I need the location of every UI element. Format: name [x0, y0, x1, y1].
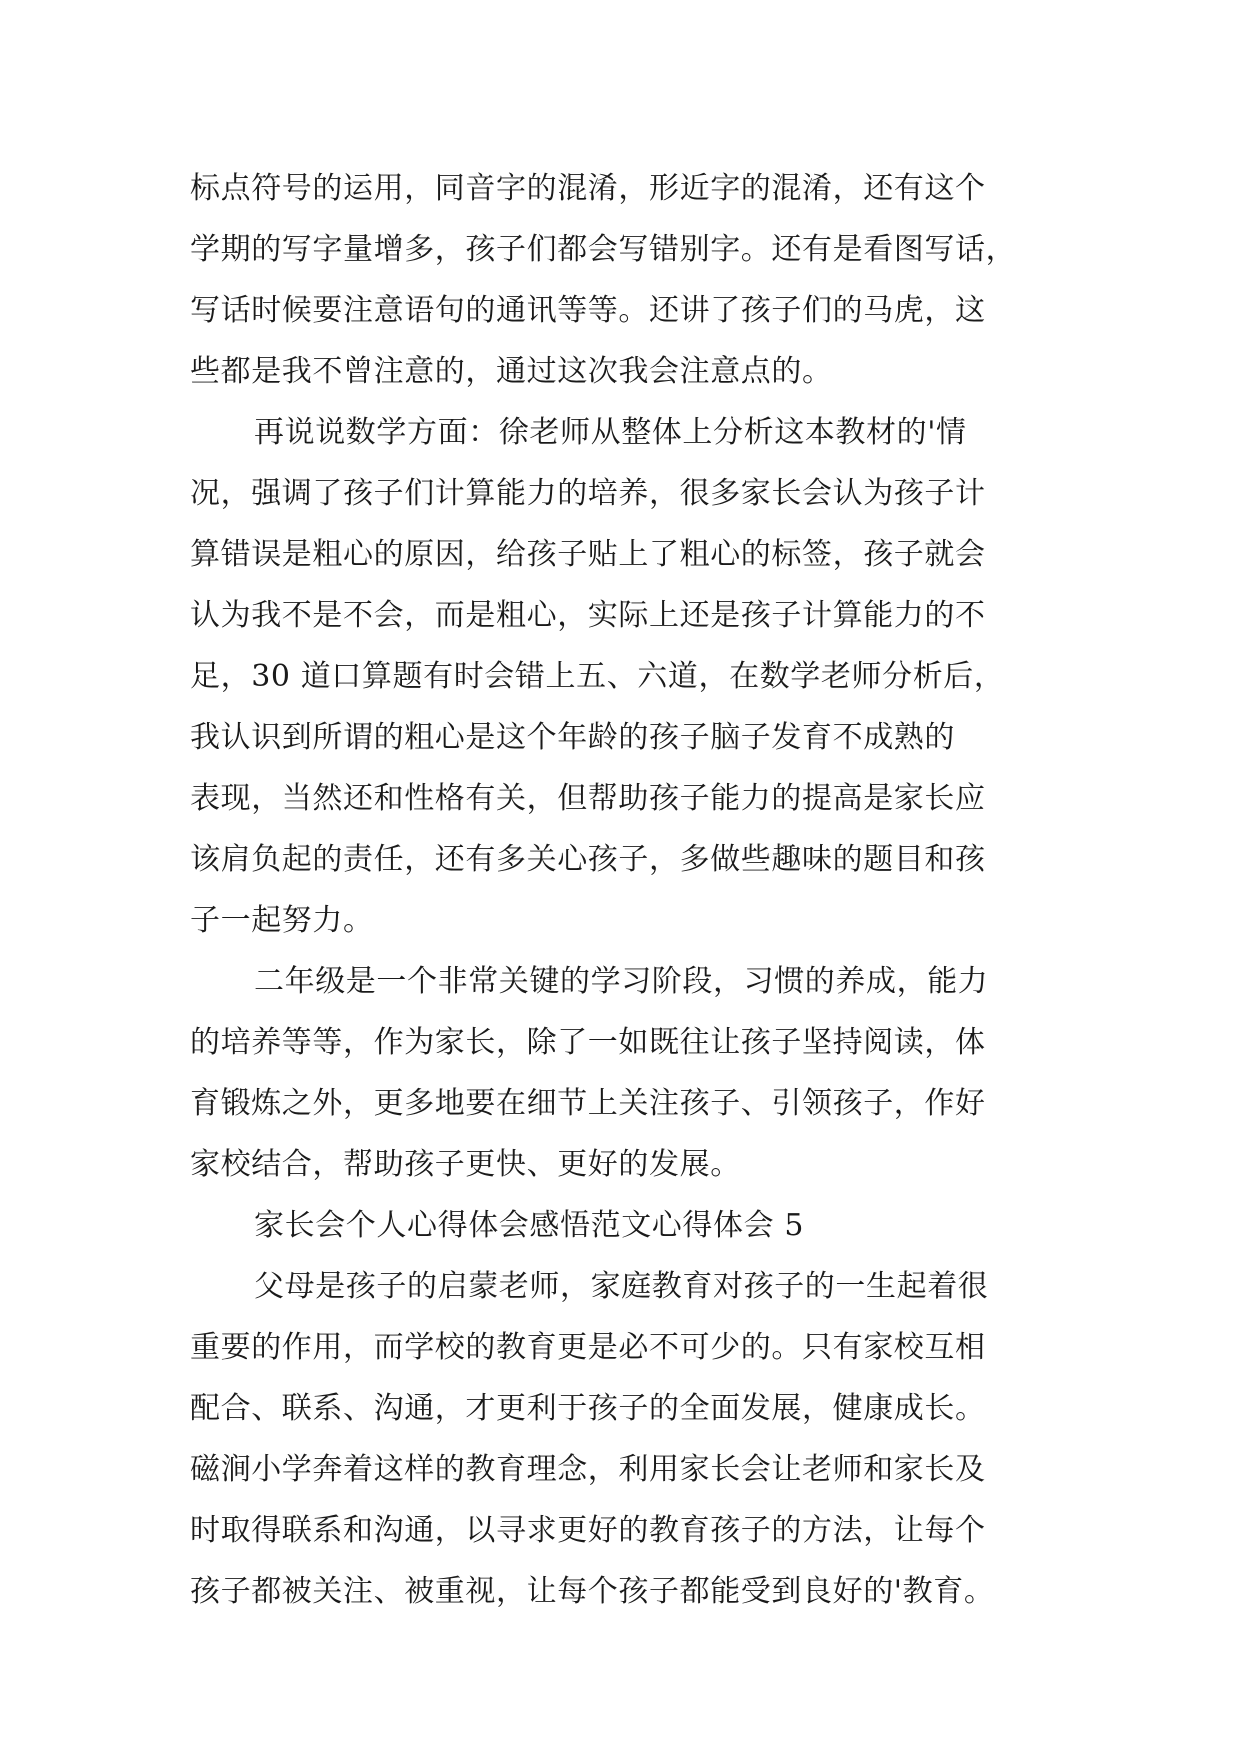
text-line: 表现，当然还和性格有关，但帮助孩子能力的提高是家长应: [190, 781, 986, 816]
text-line: 该肩负起的责任，还有多关心孩子，多做些趣味的题目和孩: [190, 842, 986, 877]
text-line: 育锻炼之外，更多地要在细节上关注孩子、引领孩子，作好: [190, 1086, 986, 1121]
document-body: [190, 158, 1050, 1622]
text-line: 子一起努力。: [190, 903, 374, 938]
text-line: 足，30 道口算题有时会错上五、六道，在数学老师分析后，: [190, 659, 1005, 694]
text-line: 重要的作用，而学校的教育更是必不可少的。只有家校互相: [190, 1330, 986, 1365]
text-line: 孩子都被关注、被重视，让每个孩子都能受到良好的'教育。: [190, 1574, 995, 1609]
text-line: 的培养等等，作为家长，除了一如既往让孩子坚持阅读，体: [190, 1025, 986, 1060]
section-heading: [190, 1195, 1050, 1256]
text-line: 写话时候要注意语句的通讯等等。还讲了孩子们的马虎，这: [190, 293, 986, 328]
text-line: 磁涧小学奔着这样的教育理念，利用家长会让老师和家长及: [190, 1452, 986, 1487]
text-line: 认为我不是不会，而是粗心，实际上还是孩子计算能力的不: [190, 598, 986, 633]
text-line: 再说说数学方面：徐老师从整体上分析这本教材的'情: [254, 415, 967, 450]
text-line: 学期的写字量增多，孩子们都会写错别字。还有是看图写话，: [190, 232, 1017, 267]
text-line: 我认识到所谓的粗心是这个年龄的孩子脑子发育不成熟的: [190, 720, 955, 755]
section-heading-text: 家长会个人心得体会感悟范文心得体会 5: [254, 1208, 805, 1243]
text-line: 配合、联系、沟通，才更利于孩子的全面发展，健康成长。: [190, 1391, 986, 1426]
paragraph: [190, 951, 1050, 1195]
text-line: 算错误是粗心的原因，给孩子贴上了粗心的标签，孩子就会: [190, 537, 986, 572]
text-line: 二年级是一个非常关键的学习阶段，习惯的养成，能力: [254, 964, 989, 999]
paragraph: [190, 158, 1050, 402]
paragraph: [190, 1256, 1050, 1622]
text-line: 时取得联系和沟通，以寻求更好的教育孩子的方法，让每个: [190, 1513, 986, 1548]
text-line: 标点符号的运用，同音字的混淆，形近字的混淆，还有这个: [190, 171, 986, 206]
text-line: 况，强调了孩子们计算能力的培养，很多家长会认为孩子计: [190, 476, 986, 511]
paragraph: [190, 402, 1050, 951]
text-line: 家校结合，帮助孩子更快、更好的发展。: [190, 1147, 741, 1182]
text-line: 父母是孩子的启蒙老师，家庭教育对孩子的一生起着很: [254, 1269, 989, 1304]
text-line: 些都是我不曾注意的，通过这次我会注意点的。: [190, 354, 833, 389]
